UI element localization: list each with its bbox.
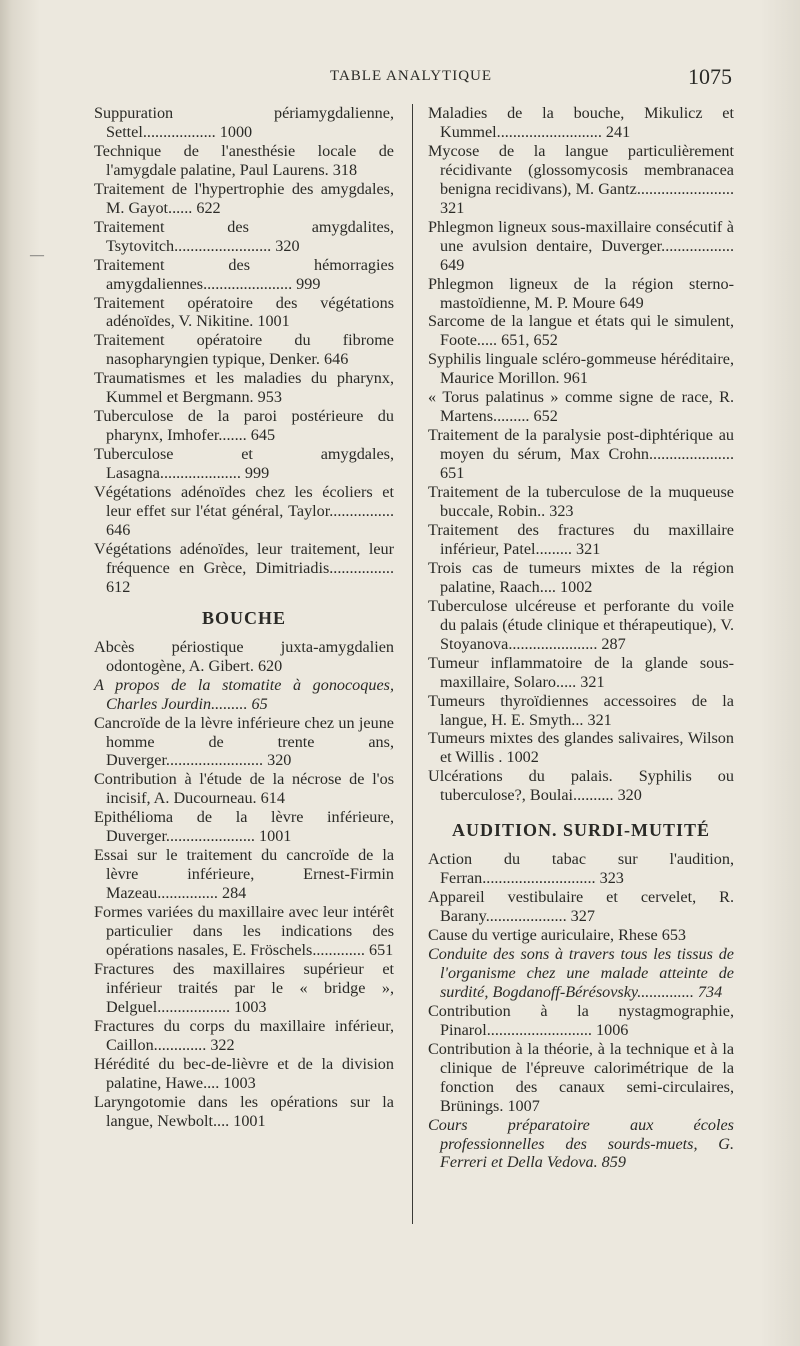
index-entry: Phlegmon ligneux sous-maxillaire consécutif à une avulsion dentaire, Duverger.................. 649 <box>428 217 734 274</box>
index-entry: Traitement des fractures du maxillaire inférieur, Patel......... 321 <box>428 520 734 558</box>
index-entry: Traumatismes et les maladies du pharynx, Kummel et Bergmann. 953 <box>94 369 394 407</box>
index-entry: Conduite des sons à travers tous les tissus de l'organisme chez une malade atteinte de surdité, Bogdanoff-Bérésovsky.............. 734 <box>428 944 734 1001</box>
index-entry: Traitement de la tuberculose de la muqueuse buccale, Robin.. 323 <box>428 483 734 521</box>
index-entry: Laryngotomie dans les opérations sur la langue, Newbolt.... 1001 <box>94 1092 394 1130</box>
index-entry: « Torus palatinus » comme signe de race, R. Martens......... 652 <box>428 388 734 426</box>
index-entry: Essai sur le traitement du cancroïde de la lèvre inférieure, Ernest-Firmin Mazeau............... 284 <box>94 846 394 903</box>
index-entry: Maladies de la bouche, Mikulicz et Kummel.......................... 241 <box>428 104 734 141</box>
index-entry: Tuberculose de la paroi postérieure du pharynx, Imhofer....... 645 <box>94 407 394 445</box>
index-entry: Sarcome de la langue et états qui le simulent, Foote..... 651, 652 <box>428 312 734 350</box>
index-entry: Traitement des amygdalites, Tsytovitch........................ 320 <box>94 217 394 255</box>
index-entry: A propos de la stomatite à gonocoques, Charles Jourdin......... 65 <box>94 675 394 713</box>
section-title-audition: AUDITION. SURDI-MUTITÉ <box>451 820 711 841</box>
index-entry: Fractures du corps du maxillaire inférieur, Caillon............. 322 <box>94 1016 394 1054</box>
index-entry: Traitement de l'hypertrophie des amygdales, M. Gayot...... 622 <box>94 179 394 217</box>
column-divider <box>412 104 413 1224</box>
index-entry: Cours préparatoire aux écoles professionnelles des sourds-muets, G. Ferreri et Della Vedova. 859 <box>428 1115 734 1172</box>
index-entry: Trois cas de tumeurs mixtes de la région palatine, Raach.... 1002 <box>428 558 734 596</box>
index-entry: Traitement de la paralysie post-diphtérique au moyen du sérum, Max Crohn..................... 651 <box>428 426 734 483</box>
index-entry: Traitement opératoire du fibrome nasopharyngien typique, Denker. 646 <box>94 331 394 369</box>
right-column <box>428 104 734 1172</box>
index-entry: Traitement des hémorragies amygdaliennes...................... 999 <box>94 255 394 293</box>
index-entry: Syphilis linguale scléro-gommeuse héréditaire, Maurice Morillon. 961 <box>428 350 734 388</box>
index-entry: Technique de l'anesthésie locale de l'amygdale palatine, Paul Laurens. 318 <box>94 141 394 179</box>
index-entry: Tuberculose et amygdales, Lasagna.................... 999 <box>94 445 394 483</box>
index-entry: Suppuration périamygdalienne, Settel.................. 1000 <box>94 104 394 141</box>
left-column <box>94 104 394 1131</box>
section-title-bouche: BOUCHE <box>201 607 286 628</box>
index-entry: Cancroïde de la lèvre inférieure chez un jeune homme de trente ans, Duverger........................ 320 <box>94 713 394 770</box>
page-header <box>0 66 800 90</box>
index-entry: Ulcérations du palais. Syphilis ou tuberculose?, Boulai.......... 320 <box>428 767 734 805</box>
page-number: 1075 <box>688 64 732 89</box>
index-entry: Epithélioma de la lèvre inférieure, Duverger...................... 1001 <box>94 808 394 846</box>
index-entry: Tumeurs mixtes des glandes salivaires, Wilson et Willis . 1002 <box>428 729 734 767</box>
index-entry: Hérédité du bec-de-lièvre et de la division palatine, Hawe.... 1003 <box>94 1054 394 1092</box>
index-entry: Végétations adénoïdes chez les écoliers et leur effet sur l'état général, Taylor................ 646 <box>94 483 394 539</box>
index-entry: Mycose de la langue particulièrement récidivante (glossomycosis membranacea benigna recidivans), M. Gantz........................ 321 <box>428 141 734 217</box>
index-entry: Abcès périostique juxta-amygdalien odontogène, A. Gibert. 620 <box>94 637 394 675</box>
index-entry: Fractures des maxillaires supérieur et inférieur traités par le « bridge », Delguel.................. 1003 <box>94 959 394 1016</box>
left-entries-top <box>94 104 394 597</box>
index-entry: Tuberculose ulcéreuse et perforante du voile du palais (étude clinique et thérapeutique), V. Stoyanova...................... 287 <box>428 596 734 653</box>
index-entry: Végétations adénoïdes, leur traitement, leur fréquence en Grèce, Dimitriadis................ 612 <box>94 539 394 596</box>
index-entry: Tumeurs thyroïdiennes accessoires de la langue, H. E. Smyth... 321 <box>428 691 734 729</box>
index-entry: Contribution à la nystagmographie, Pinarol.......................... 1006 <box>428 1001 734 1039</box>
right-entries-audition <box>428 850 734 1172</box>
index-entry: Appareil vestibulaire et cervelet, R. Barany.................... 327 <box>428 888 734 926</box>
right-entries-top <box>428 104 734 805</box>
index-entry: Traitement opératoire des végétations adénoïdes, V. Nikitine. 1001 <box>94 293 394 331</box>
index-entry: Contribution à la théorie, à la technique et à la clinique de l'épreuve calorimétrique de la fonction des canaux semi-circulaires, Brünings. 1007 <box>428 1039 734 1115</box>
margin-mark: — <box>30 248 44 263</box>
left-entries-bouche <box>94 638 394 1131</box>
index-entry: Cause du vertige auriculaire, Rhese 653 <box>428 926 687 945</box>
index-entry: Action du tabac sur l'audition, Ferran............................ 323 <box>428 850 734 888</box>
index-entry: Phlegmon ligneux de la région sterno-mastoïdienne, M. P. Moure 649 <box>428 274 734 312</box>
running-title: TABLE ANALYTIQUE <box>330 68 493 84</box>
index-entry: Contribution à l'étude de la nécrose de l'os incisif, A. Ducourneau. 614 <box>94 770 394 808</box>
index-entry: Tumeur inflammatoire de la glande sous-maxillaire, Solaro..... 321 <box>428 653 734 691</box>
index-entry: Formes variées du maxillaire avec leur intérêt particulier dans les indications des opérations nasales, E. Fröschels............. 651 <box>94 903 394 959</box>
